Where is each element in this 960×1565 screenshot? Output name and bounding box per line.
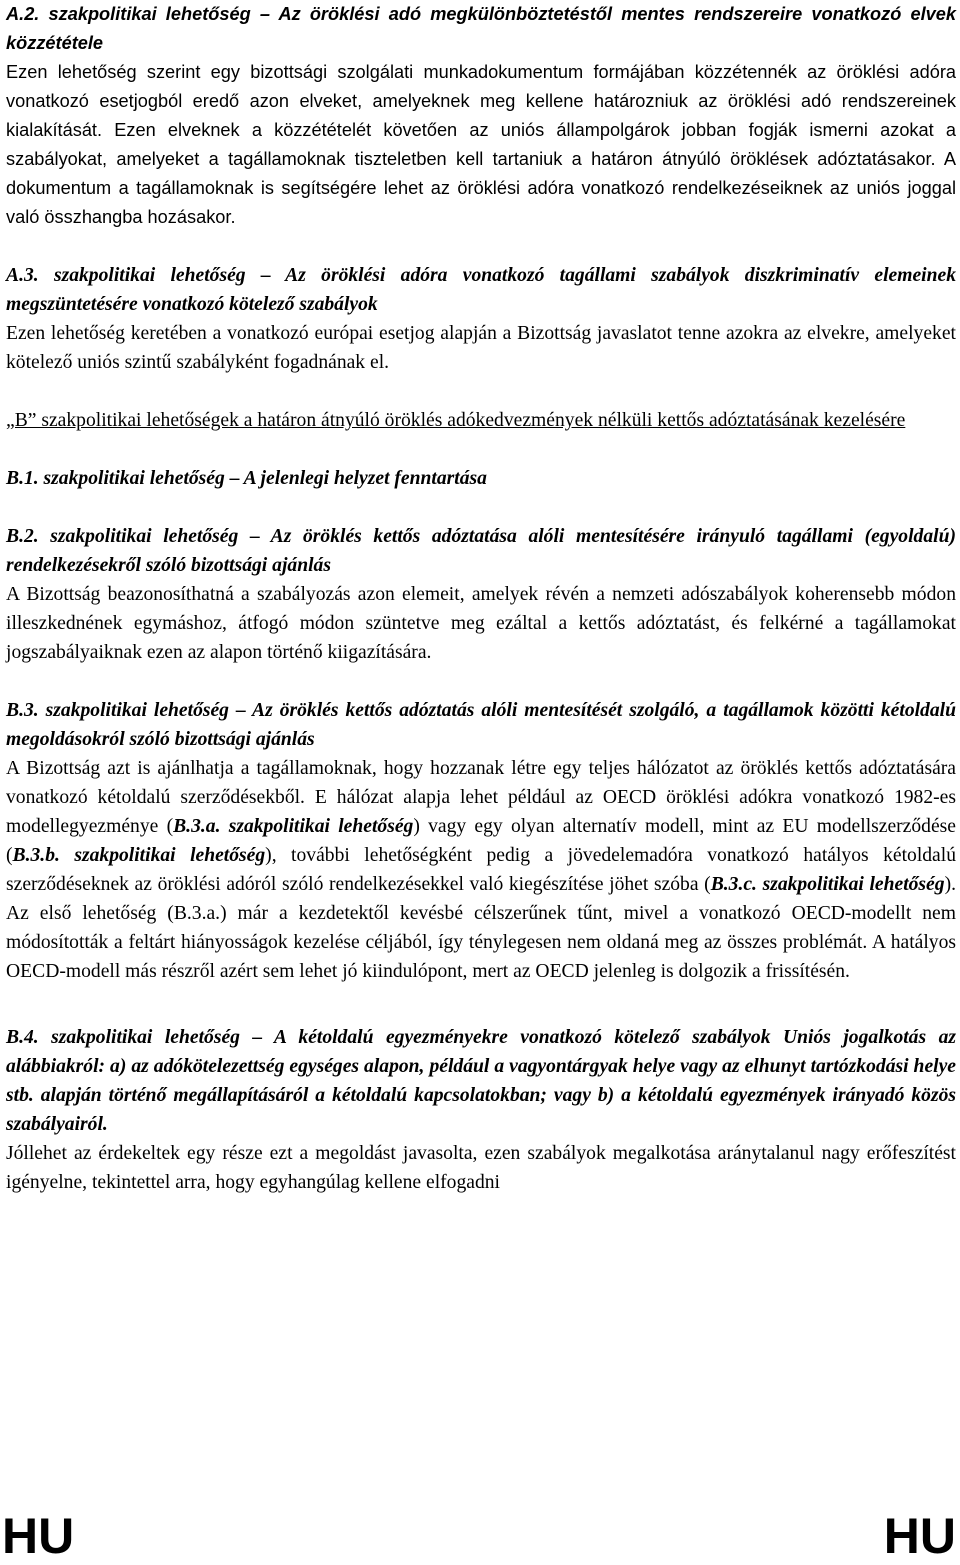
section-a3 <box>6 261 956 377</box>
section-b3-heading: B.3. szakpolitikai lehetőség – Az öröklés kettős adóztatás alóli mentesítését szolgáló, a tagállamok közötti kétoldalú megoldásokról szóló bizottsági ajánlás <box>6 700 956 750</box>
section-b2 <box>6 522 956 667</box>
section-b2-body: A Bizottság beazonosíthatná a szabályozás azon elemeit, amelyek révén a nemzeti adószabályok koherensebb módon illeszkednének egymáshoz, átfogó módon szüntetve meg ezáltal a kettős adóztatást, és felkérné a tagállamokat jogszabályaiknak ezen az alapon történő kiigazítására. <box>6 584 956 663</box>
section-b3-body-3: ), további lehetőségként pedig a jövedelemadóra vonatkozó hatályos kétoldalú szerződéseknek az öröklési adóról szóló rendelkezésekkel való kiegészítése jöhet szóba ( <box>6 845 956 895</box>
section-b3-body-2: ) vagy egy olyan alternatív modell, mint az EU modellszerződése ( <box>6 816 956 866</box>
section-b2-heading: B.2. szakpolitikai lehetőség – Az öröklés kettős adóztatása alóli mentesítésére irányuló tagállami (egyoldalú) rendelkezésekről szóló bizottsági ajánlás <box>6 526 956 576</box>
section-b3-ref-b: B.3.b. szakpolitikai lehetőség <box>12 845 266 866</box>
section-b3 <box>6 696 956 986</box>
section-b3-body-4: ). Az első lehetőség (B.3.a.) már a kezdetektől kevésbé célszerűnek tűnt, mivel a vonatkozó OECD-modellt nem módosították a feltárt hiányosságok kezelése céljából, így ténylegesen nem oldaná meg az összes problémát. A hatályos OECD-modell más részről azért sem lehet jó kiindulópont, mert az OECD jelenleg is dolgozik a frissítésén. <box>6 874 956 982</box>
section-b1-heading: B.1. szakpolitikai lehetőség – A jelenlegi helyzet fenntartása <box>6 468 487 489</box>
section-b4-heading: B.4. szakpolitikai lehetőség – A kétoldalú egyezményekre vonatkozó kötelező szabályok Uniós jogalkotás az alábbiakról: a) az adókötelezettség egységes alapon, például a vagyontárgyak helye vagy az elhunyt tartózkodási helye stb. alapján történő megállapításáról a kétoldalú kapcsolatokban; vagy b) a kétoldalú egyezmények irányadó közös szabályairól. <box>6 1027 956 1135</box>
section-a3-heading: A.3. szakpolitikai lehetőség – Az öröklési adóra vonatkozó tagállami szabályok diszkriminatív elemeinek megszüntetésére vonatkozó kötelező szabályok <box>6 265 956 315</box>
section-b-heading: „B” szakpolitikai lehetőségek a határon átnyúló öröklés adókedvezmények nélküli kettős adóztatásának kezelésére <box>6 410 906 431</box>
section-a2 <box>6 0 956 232</box>
section-b4-body: Jóllehet az érdekeltek egy része ezt a megoldást javasolta, ezen szabályok megalkotása aránytalanul nagy erőfeszítést igényelne, tekintettel arra, hogy egyhangúlag kellene elfogadni <box>6 1143 956 1193</box>
section-a3-body: Ezen lehetőség keretében a vonatkozó európai esetjog alapján a Bizottság javaslatot tenne azokra az elvekre, amelyeket kötelező uniós szintű szabályként fogadnának el. <box>6 323 956 373</box>
section-b3-ref-a: B.3.a. szakpolitikai lehetőség <box>173 816 414 837</box>
section-a2-body-1: Ezen lehetőség szerint egy bizottsági szolgálati munkadokumentum formájában közzétennék az öröklési adóra vonatkozó esetjogból eredő azon elveket, amelyeknek meg kellene határozniuk az öröklési adó rendszereinek kialakítását. <box>6 62 956 140</box>
section-a2-body-2: Ezen elveknek a közzétételét követően az uniós állampolgárok jobban fogják ismerni azokat a szabályokat, amelyeket a tagállamoknak tiszteletben kell tartaniuk a határon átnyúló öröklések adóztatásakor. A dokumentum a tagállamoknak is segítségére lehet az öröklési adóra vonatkozó rendelkezéseiknek az uniós joggal való összhangba hozásakor. <box>6 120 956 227</box>
footer-language-code-left: HU <box>2 1508 75 1564</box>
footer-language-code-right: HU <box>883 1508 956 1564</box>
section-b4 <box>6 1023 956 1197</box>
document-page <box>6 0 956 1197</box>
section-b3-ref-c: B.3.c. szakpolitikai lehetőség <box>710 874 945 895</box>
section-a2-heading: A.2. szakpolitikai lehetőség – Az öröklési adó megkülönböztetéstől mentes rendszereire vonatkozó elvek közzététele <box>6 4 956 53</box>
section-b3-body-1: A Bizottság azt is ajánlhatja a tagállamoknak, hogy hozzanak létre egy teljes hálózatot az öröklés kettős adóztatására vonatkozó kétoldalú szerződésekből. E hálózat alapja lehet például az OECD öröklési adókra vonatkozó 1982-es modellegyezménye ( <box>6 758 956 837</box>
